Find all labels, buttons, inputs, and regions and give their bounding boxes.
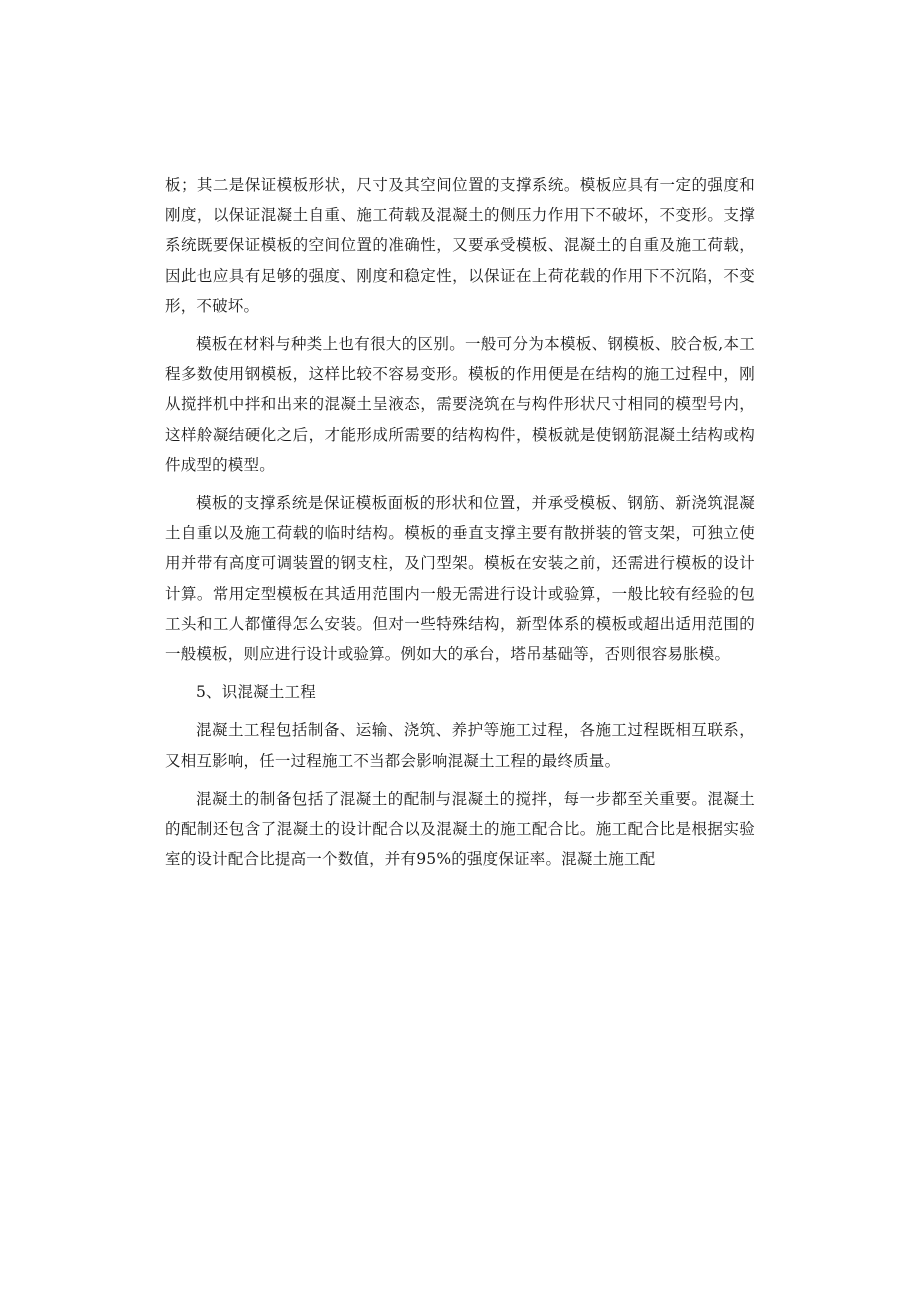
- paragraph-4: 混凝土工程包括制备、运输、浇筑、养护等施工过程，各施工过程既相互联系，又相互影响，任一过程施工不当都会影响混凝土工程的最终质量。: [165, 721, 755, 770]
- paragraph-1: 板；其二是保证模板形状，尺寸及其空间位置的支撑系统。模板应具有一定的强度和刚度，以保证混凝土自重、施工荷载及混凝土的侧压力作用下不破坏，不变形。支撑系统既要保证模板的空间位置的准确性，又要承受模板、混凝土的自重及施工荷载，因此也应具有足够的强度、刚度和稳定性，以保证在上荷花载的作用下不沉陷，不变形，不破坏。: [165, 176, 755, 315]
- section-heading: 5、识混凝土工程: [196, 683, 316, 702]
- document-body: [165, 170, 755, 882]
- paragraph-2: 模板在材料与种类上也有很大的区别。一般可分为本模板、钢模板、胶合板,本工程多数使用钢模板，这样比较不容易变形。模板的作用便是在结构的施工过程中，刚从搅拌机中拌和出来的混凝土呈液态，需要浇筑在与构件形状尺寸相同的模型号内，这样舲凝结硬化之后，才能形成所需要的结构构件，模板就是使钢筋混凝土结构或构件成型的模型。: [165, 335, 755, 474]
- paragraph-5: 混凝土的制备包括了混凝土的配制与混凝土的搅拌，每一步都至关重要。混凝土的配制还包含了混凝土的设计配合以及混凝土的施工配合比。施工配合比是根据实验室的设计配合比提高一个数值，并有95%的强度保证率。混凝土施工配: [165, 789, 755, 869]
- paragraph-3: 模板的支撑系统是保证模板面板的形状和位置，并承受模板、钢筋、新浇筑混凝土自重以及施工荷载的临时结构。模板的垂直支撑主要有散拼装的管支架，可独立使用并带有高度可调装置的钢支柱，及门型架。模板在安装之前，还需进行模板的设计计算。常用定型模板在其适用范围内一般无需进行设计或验算，一般比较有经验的包工头和工人都懂得怎么安装。但对一些特殊结构，新型体系的模板或超出适用范围的一般模板，则应进行设计或验算。例如大的承台，塔吊基础等，否则很容易胀模。: [165, 494, 755, 664]
